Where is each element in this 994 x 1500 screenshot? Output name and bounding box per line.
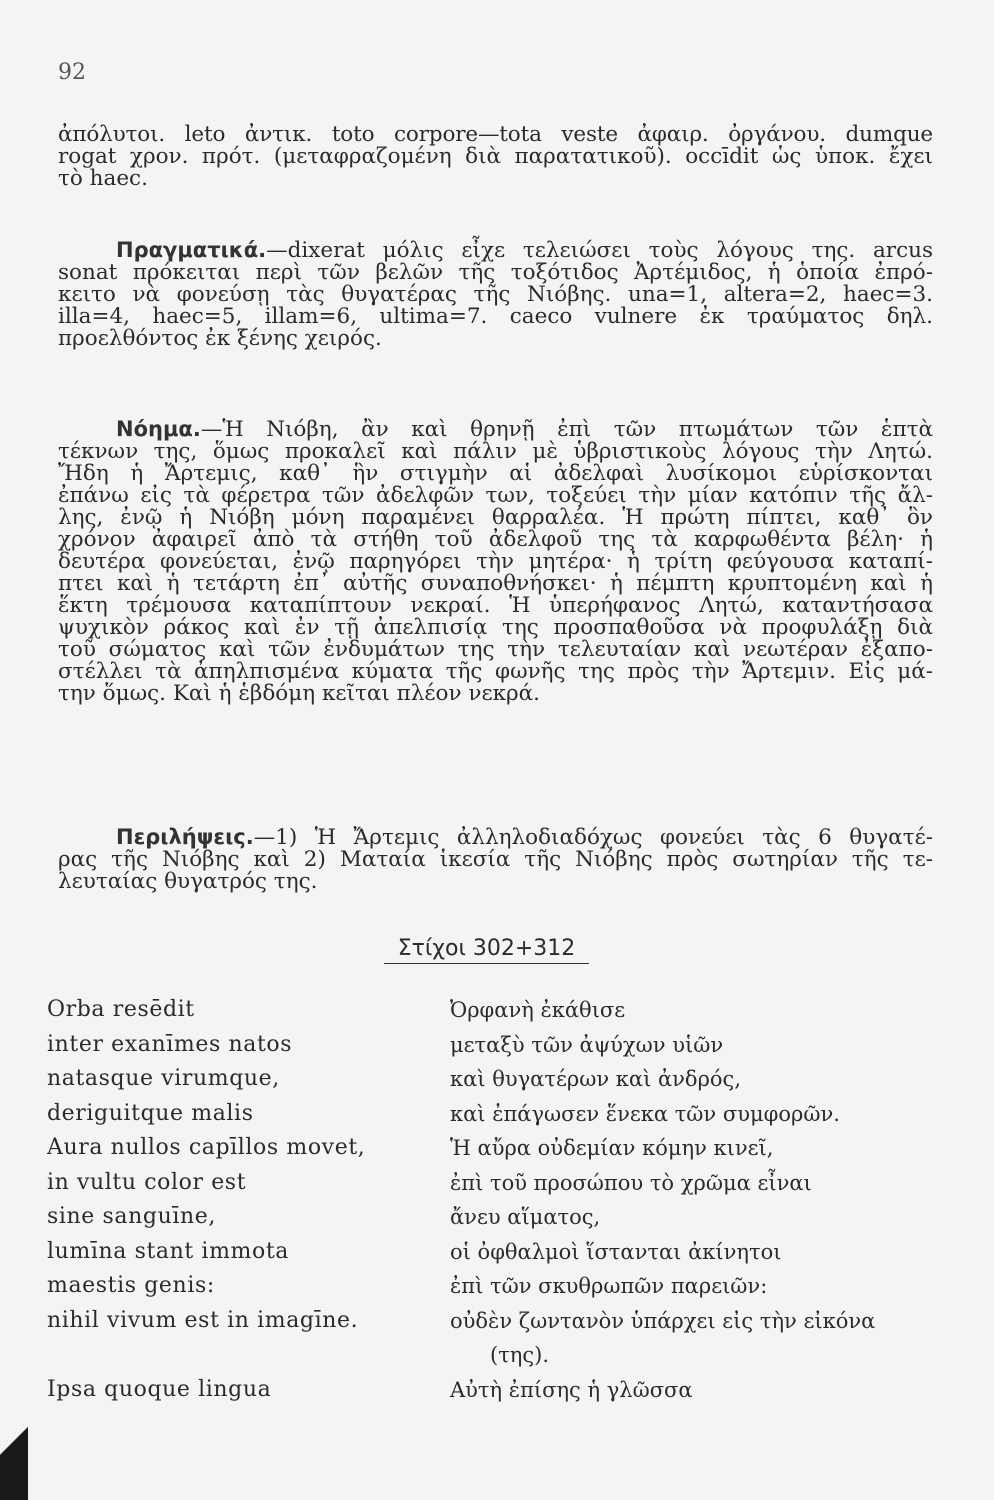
- text-line: ἐπάνω εἰς τὰ φέρετρα τῶν ἀδελφῶν των, τοξεύει τὴν μίαν κατόπιν τῆς ἄλ-: [58, 483, 933, 508]
- greek-verse-line: ἄνευ αἵματος,: [450, 1205, 601, 1229]
- text-line: τέκνων της, ὅμως προκαλεῖ καὶ πάλιν μὲ ὑβριστικοὺς λόγους τὴν Λητώ.: [58, 439, 933, 464]
- greek-verse-line: ἐπὶ τῶν σκυθρωπῶν παρειῶν:: [450, 1274, 768, 1298]
- latin-verse-line: maestis genis:: [47, 1273, 215, 1298]
- greek-verse-line: οὐδὲν ζωντανὸν ὑπάρχει εἰς τὴν εἰκόνα: [450, 1308, 876, 1333]
- text-line: ἀπόλυτοι. leto ἀντικ. toto corpore—tota veste ἀφαιρ. ὀργάνου. dumque: [58, 122, 933, 147]
- text-line: την ὅμως. Καὶ ἡ ἑβδόμη κεῖται πλέον νεκρά.: [58, 681, 541, 706]
- text-line: illa=4, haec=5, illam=6, ultima=7. caeco vulnere ἐκ τραύματος δηλ.: [58, 304, 933, 329]
- latin-verse-line: [47, 1338, 365, 1373]
- text-line: πτει καὶ ἡ τετάρτη ἐπ᾽ αὐτῆς συναποθνήσκει· ἡ πέμπτη κρυπτομένη καὶ ἡ: [58, 571, 933, 596]
- greek-verse-line: καὶ θυγατέρων καὶ ἀνδρός,: [450, 1067, 741, 1091]
- text-line: Ἤδη ἡ Ἄρτεμις, καθ᾽ ἣν στιγμὴν αἱ ἀδελφαὶ λυσίκομοι εὑρίσκονται: [58, 461, 933, 486]
- text-line: δευτέρα φονεύεται, ἐνῷ παρηγόρει τὴν μητέρα· ἡ τρίτη φεύγουσα καταπί-: [58, 549, 933, 574]
- text-line: λευταίας θυγατρός της.: [58, 869, 318, 894]
- page-number: 92: [58, 60, 86, 85]
- text-line: —dixerat μόλις εἶχε τελειώσει τοὺς λόγους της. arcus: [266, 238, 933, 263]
- latin-verse-line: lumīna stant immota: [47, 1238, 289, 1264]
- latin-verse-line: nihil vivum est in imagīne.: [47, 1307, 359, 1333]
- latin-verse-line: sine sanguīne,: [47, 1204, 216, 1229]
- greek-verse-line: οἱ ὀφθαλμοὶ ἵστανται ἀκίνητοι: [450, 1239, 782, 1264]
- text-line: —1) Ἡ Ἄρτεμις ἀλληλοδιαδόχως φονεύει τὰς 6 θυγατέ-: [253, 825, 933, 850]
- section-heading: Περιλήψεις.: [116, 825, 254, 849]
- text-line: λης, ἐνῷ ἡ Νιόβη μόνη παραμένει θαρραλέα. Ἡ πρώτη πίπτει, καθ᾽ ὃν: [58, 505, 933, 530]
- text-line: κειτο νὰ φονεύσῃ τὰς θυγατέρας τῆς Νιόβης. una=1, altera=2, haec=3.: [58, 282, 933, 307]
- greek-verse-line: μεταξὺ τῶν ἀψύχων υἱῶν: [450, 1032, 724, 1057]
- section-heading: Νόημα.: [116, 417, 201, 441]
- text-line: προελθόντος ἐκ ξένης χειρός.: [58, 326, 382, 351]
- scan-corner-shadow: [0, 1405, 28, 1500]
- text-line: τοῦ σώματος καὶ τῶν ἐνδυμάτων της τὴν τελευταίαν καὶ νεωτέραν ἐξαπο-: [58, 637, 933, 662]
- text-line: στέλλει τὰ ἀπηλπισμένα κύματα τῆς φωνῆς της πρὸς τὴν Ἄρτεμιν. Εἰς μά-: [58, 659, 933, 684]
- greek-verses: [450, 993, 875, 1407]
- latin-verse-line: deriguitque malis: [47, 1100, 254, 1126]
- notes-top: [58, 124, 933, 190]
- latin-verse-line: Ipsa quoque lingua: [47, 1376, 272, 1402]
- text-line: τὸ haec.: [58, 166, 148, 191]
- latin-verse-line: natasque virumque,: [47, 1066, 280, 1091]
- section-perilepseis: [58, 826, 933, 893]
- greek-verse-line: Ἡ αὔρα οὐδεμίαν κόμην κινεῖ,: [450, 1136, 774, 1160]
- section-heading: Πραγματικά.: [116, 238, 267, 262]
- greek-verse-line: (της).: [490, 1343, 550, 1367]
- greek-verse-line: καὶ ἐπάγωσεν ἕνεκα τῶν συμφορῶν.: [450, 1101, 840, 1126]
- greek-verse-line: ἐπὶ τοῦ προσώπου τὸ χρῶμα εἶναι: [450, 1170, 812, 1195]
- latin-verse-line: inter exanīmes natos: [47, 1031, 293, 1057]
- greek-verse-line: Ὀρφανὴ ἐκάθισε: [450, 998, 626, 1022]
- latin-verse-line: in vultu color est: [47, 1169, 247, 1195]
- text-line: ψυχικὸν ράκος καὶ ἐν τῇ ἀπελπισίᾳ της προσπαθοῦσα νὰ προφυλάξῃ διὰ: [58, 615, 933, 640]
- latin-verse-line: Aura nullos capīllos movet,: [47, 1135, 366, 1160]
- section-pragmatika: [58, 239, 933, 350]
- latin-verse-line: Orba resēdit: [47, 997, 195, 1022]
- text-line: rogat χρον. πρότ. (μεταφραζομένη διὰ παρατατικοῦ). occīdit ὡς ὑποκ. ἔχει: [58, 144, 933, 169]
- verses-title: Στίχοι 302+312: [384, 936, 589, 964]
- section-noema: [58, 418, 933, 705]
- greek-verse-line: Αὐτὴ ἐπίσης ἡ γλῶσσα: [450, 1377, 693, 1402]
- text-line: —Ἡ Νιόβη, ἂν καὶ θρηνῇ ἐπὶ τῶν πτωμάτων τῶν ἑπτὰ: [200, 417, 933, 442]
- text-line: ρας τῆς Νιόβης καὶ 2) Ματαία ἱκεσία τῆς Νιόβης πρὸς σωτηρίαν τῆς τε-: [58, 847, 933, 872]
- text-line: χρόνον ἀφαιρεῖ ἀπὸ τὰ στήθη τοῦ ἀδελφοῦ της τὰ καρφωθέντα βέλη· ἡ: [58, 527, 933, 552]
- text-line: ἕκτη τρέμουσα καταπίπτουν νεκραί. Ἡ ὑπερήφανος Λητώ, καταντήσασα: [58, 593, 933, 618]
- text-line: sonat πρόκειται περὶ τῶν βελῶν τῆς τοξότιδος Ἀρτέμιδος, ἡ ὁποία ἐπρό-: [58, 260, 933, 285]
- latin-verses: [47, 993, 365, 1407]
